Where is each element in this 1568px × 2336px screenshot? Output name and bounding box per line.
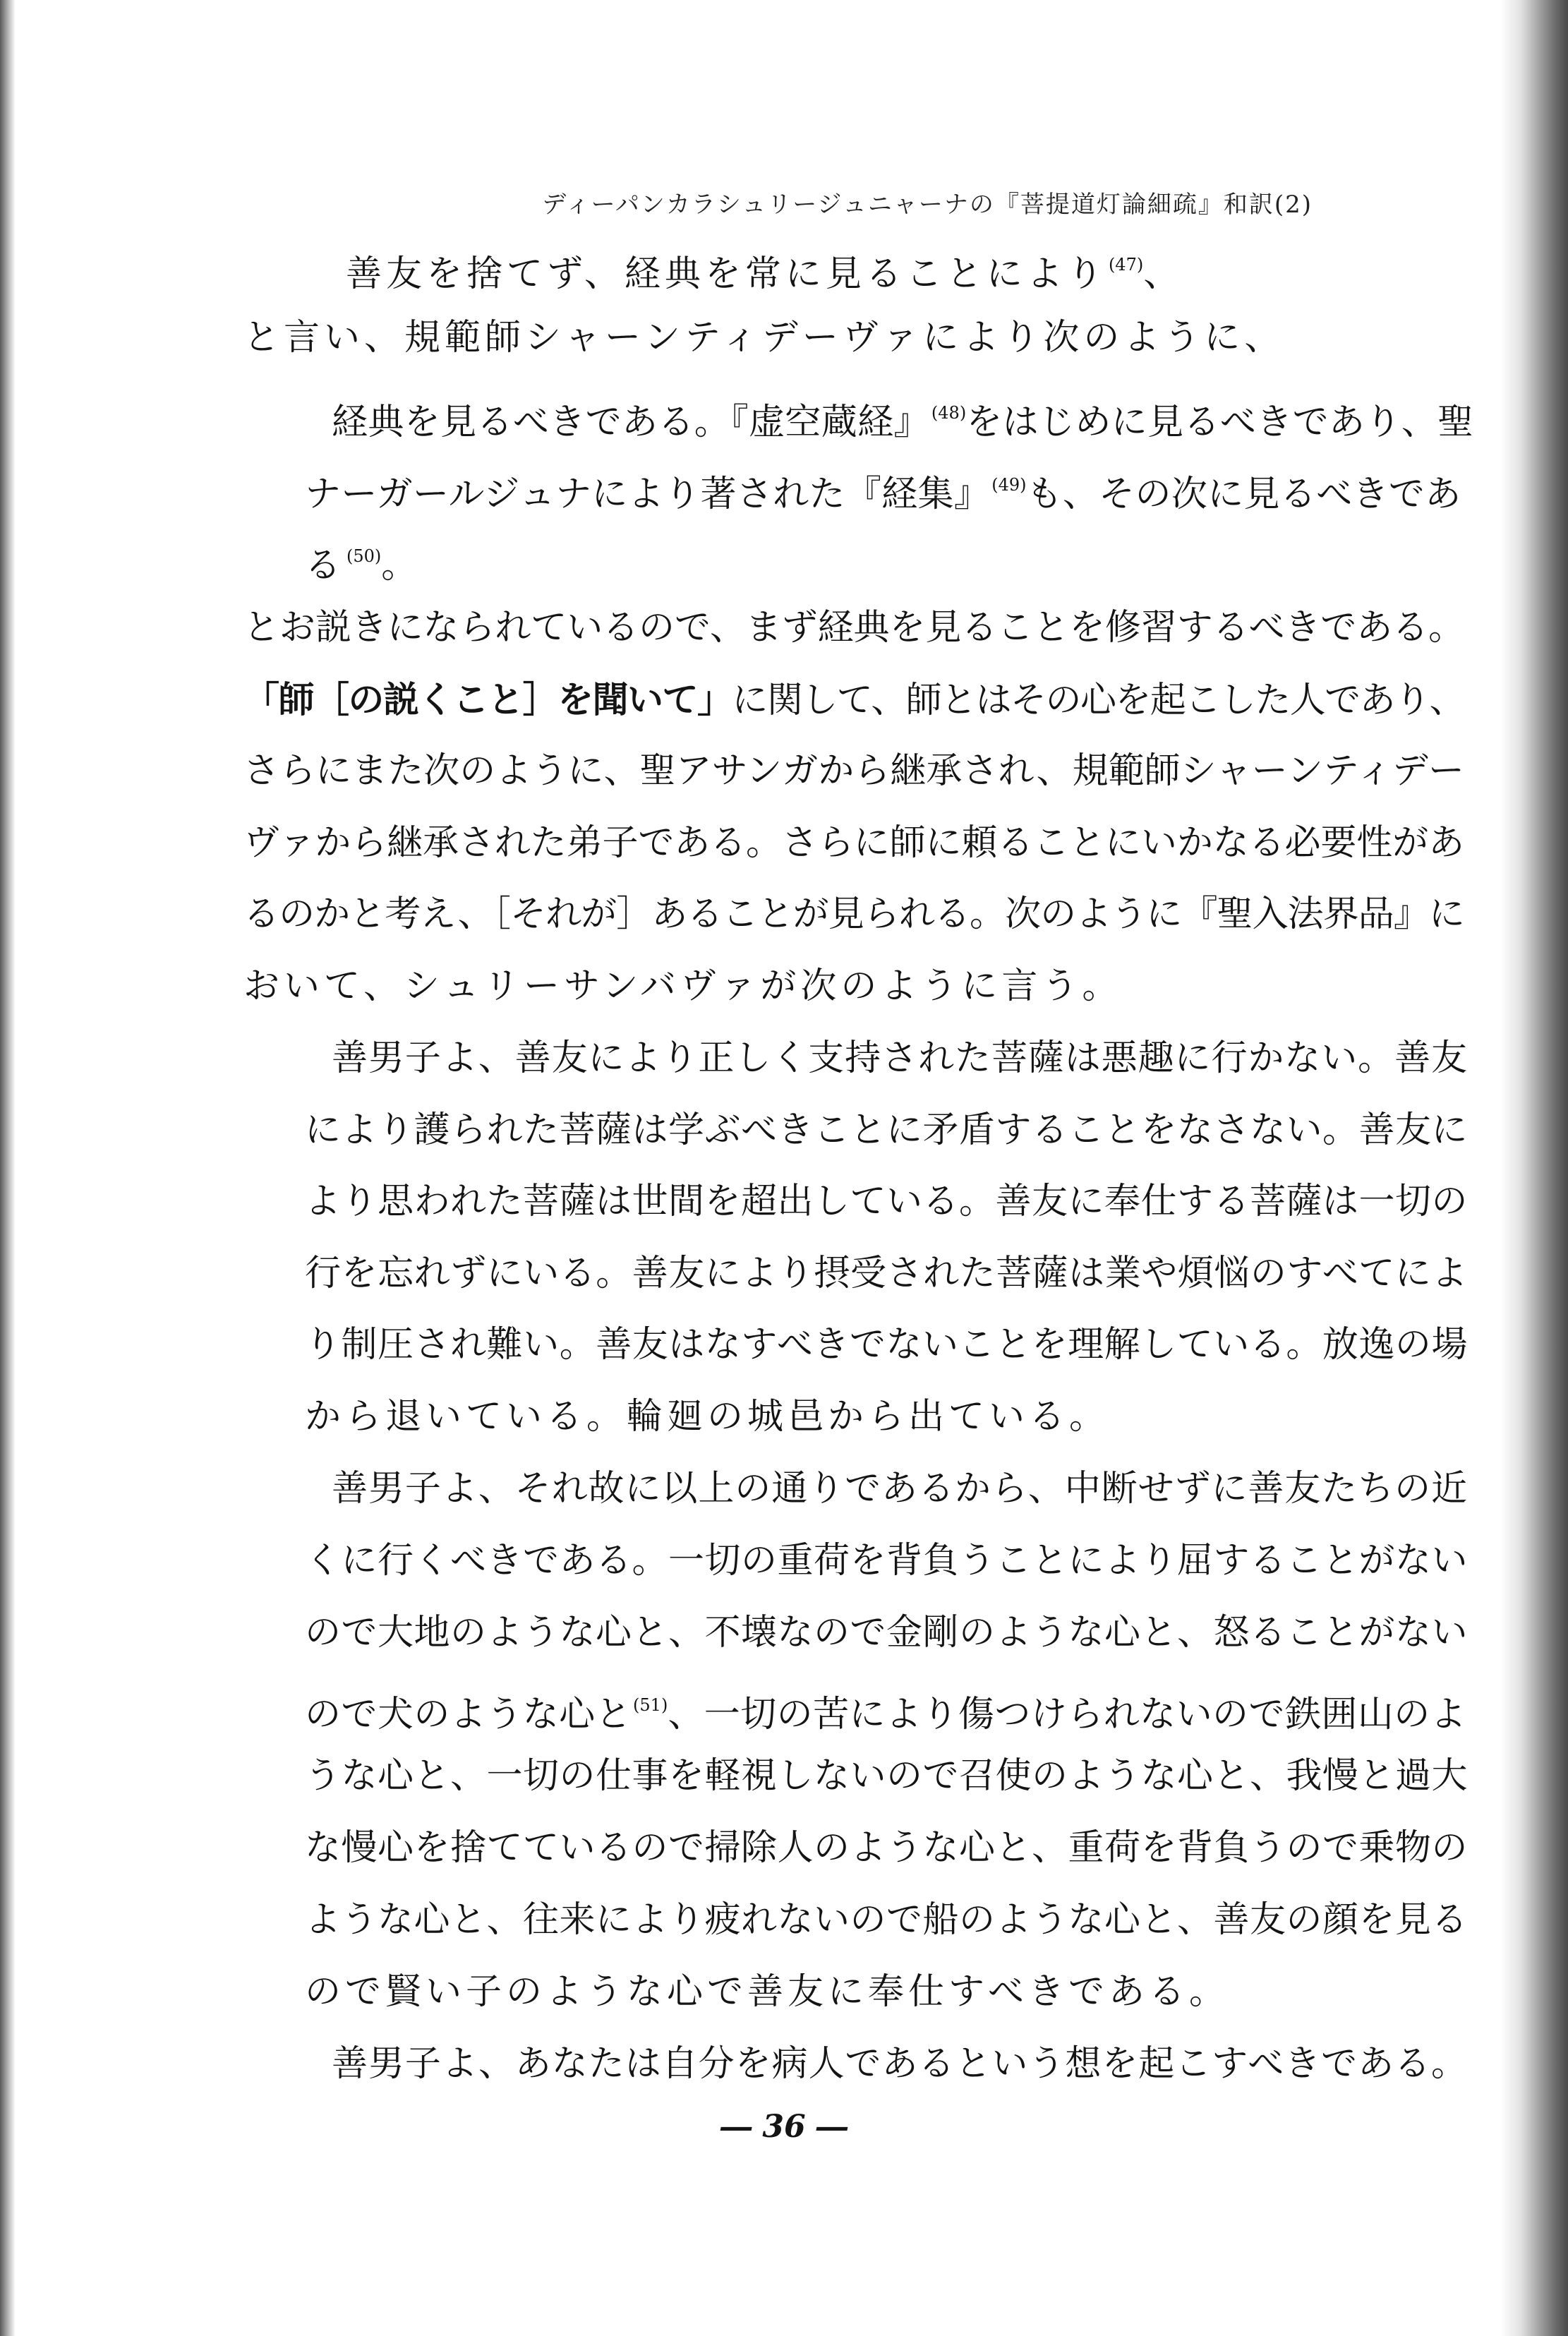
line-text [305,1324,1468,1366]
line-text [305,1109,1468,1151]
text-line [305,1181,1468,1223]
line-text [305,1755,1468,1797]
line-text [305,474,1461,515]
text-run: 善男子よ、あなたは自分を病人であるという想を起こすべきである。 [332,2043,1468,2085]
text-line [305,1612,1468,1654]
emphasized-phrase: 「師［の説くこと］を聞いて」 [243,679,732,721]
line-text [243,822,1464,864]
text-run: 、一切の苦により傷つけられないので鉄囲山のよ [668,1694,1467,1735]
text-run: 。 [381,545,422,586]
line-text [305,545,421,586]
text-run: 経典を見るべきである。『虚空蔵経』 [332,402,930,443]
text-line [332,2043,1468,2085]
text-run: 善男子よ、それ故に以上の通りであるから、中断せずに善友たちの近 [332,1468,1468,1510]
text-line [332,392,1473,444]
text-line [305,1253,1468,1295]
text-run: ヴァから継承された弟子である。さらに師に頼ることにいかなる必要性があ [243,822,1464,864]
footnote-marker: (48) [931,403,967,423]
scan-edge-left [0,0,16,2336]
line-text [305,1540,1468,1582]
line-text [305,1899,1468,1941]
footnote-marker: (49) [991,475,1027,495]
text-run: ナーガールジュナにより著された『経集』 [305,474,991,515]
line-text [243,965,1122,1007]
running-header: ディーパンカラシュリージュニャーナの『菩提道灯論細疏』和訳(2) [542,191,1313,219]
text-line [243,607,1464,649]
text-line [305,535,421,587]
text-run: 善友を捨てず、経典を常に見ることにより [346,253,1107,295]
text-run: 、 [1143,253,1184,295]
text-run: 行を忘れずにいる。善友により摂受された菩薩は業や煩悩のすべてによ [305,1253,1468,1294]
text-line [305,1899,1468,1941]
text-line [243,317,1284,359]
line-text [243,893,1464,935]
line-text [243,317,1284,359]
line-text [305,1253,1468,1294]
line-text [305,1612,1468,1654]
line-text [243,750,1464,792]
line-text [243,607,1464,649]
line-text [305,1827,1468,1869]
text-run: うな心と、一切の仕事を軽視しないので召使のような心と、我慢と過大 [305,1755,1468,1797]
text-run: ので賢い子のような心で善友に奉仕すべきである。 [305,1971,1229,2013]
text-run: ので大地のような心と、不壊なので金剛のような心と、怒ることがない [305,1612,1468,1654]
text-run: より思われた菩薩は世間を超出している。善友に奉仕する菩薩は一切の [305,1181,1468,1222]
text-line [243,893,1464,936]
text-run: さらにまた次のように、聖アサンガから継承され、規範師シャーンティデー [243,750,1464,792]
text-run: ので犬のような心と [305,1694,632,1735]
text-run: も、その次に見るべきであ [1026,474,1461,515]
text-run: ような心と、往来により疲れないので船のような心と、善友の顔を見る [305,1899,1468,1941]
text-run: とお説きになられているので、まず経典を見ることを修習するべきである。 [243,607,1464,649]
text-run: により護られた菩薩は学ぶべきことに矛盾することをなさない。善友に [305,1109,1468,1151]
line-text [332,1037,1468,1079]
line-text [243,680,1464,721]
text-line [305,1109,1468,1152]
text-run: 善男子よ、善友により正しく支持された菩薩は悪趣に行かない。善友 [332,1037,1468,1079]
text-run: る [305,545,346,586]
text-run: り制圧され難い。善友はなすべきでないことを理解している。放逸の場 [305,1324,1468,1366]
text-line [346,243,1183,296]
text-line [243,750,1464,793]
line-text [332,1468,1468,1510]
text-line [305,1971,1229,2013]
text-run: をはじめに見るべきであり、聖 [966,402,1474,443]
text-line [243,679,1464,722]
text-line [305,1540,1468,1582]
text-run: と言い、規範師シャーンティデーヴァにより次のように、 [243,317,1285,359]
footnote-marker: (50) [346,546,382,566]
text-line [332,1037,1468,1080]
line-text [346,253,1183,295]
text-line [243,822,1464,865]
text-line [305,1396,1109,1438]
line-text [332,402,1473,443]
text-run: くに行くべきである。一切の重荷を背負うことにより屈することがない [305,1540,1468,1582]
text-line [332,1468,1468,1510]
text-line [305,1827,1468,1870]
line-text [305,1694,1466,1735]
page-number: ― 36 ― [720,2109,848,2145]
text-run: おいて、シュリーサンバヴァが次のように言う。 [243,965,1123,1007]
text-line [305,1324,1468,1366]
line-text [305,1181,1468,1222]
line-text [332,2043,1468,2085]
footnote-marker: (47) [1108,255,1144,275]
text-line [305,1684,1466,1736]
scan-edge-right [1501,0,1568,2336]
text-run: るのかと考え、［それが］あることが見られる。次のように『聖入法界品』に [243,893,1464,935]
text-line [305,464,1461,516]
line-text [305,1396,1109,1438]
text-run: から退いている。輪廻の城邑から出ている。 [305,1396,1110,1438]
text-line [305,1755,1468,1798]
line-text [305,1971,1229,2013]
text-line [243,965,1122,1008]
text-run: な慢心を捨てているので掃除人のような心と、重荷を背負うので乗物の [305,1827,1468,1869]
text-run: に関して、師とはその心を起こした人であり、 [732,680,1464,721]
footnote-marker: (51) [633,1695,668,1715]
